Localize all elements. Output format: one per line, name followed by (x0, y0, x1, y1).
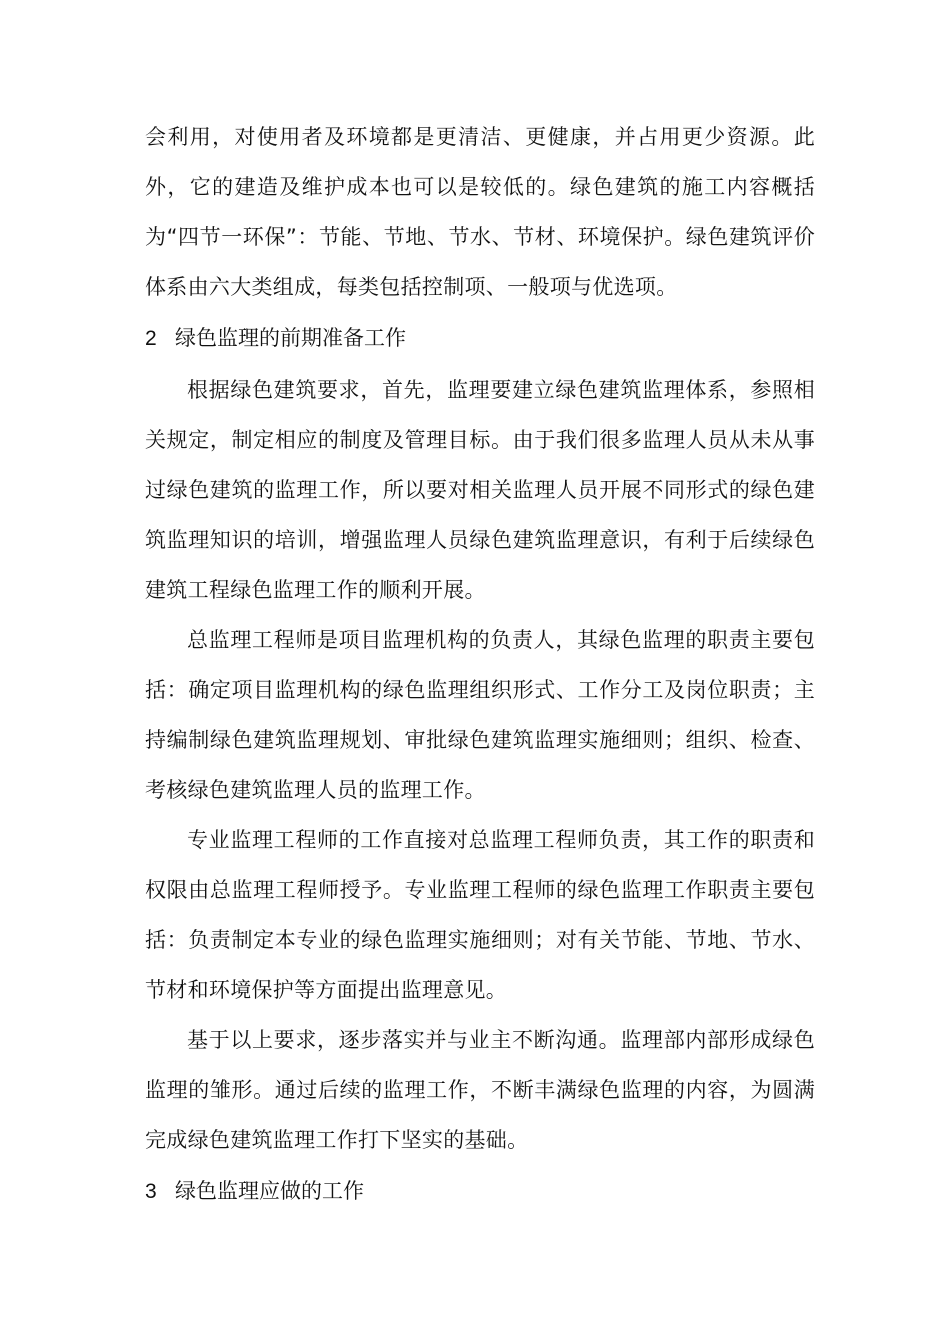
body-paragraph: 根据绿色建筑要求，首先，监理要建立绿色建筑监理体系，参照相关规定，制定相应的制度及管理目标。由于我们很多监理人员从未从事过绿色建筑的监理工作，所以要对相关监理人员开展不同形式的绿色建筑监理知识的培训，增强监理人员绿色建筑监理意识，有利于后续绿色建筑工程绿色监理工作的顺利开展。 (145, 378, 815, 602)
section-heading-2 (145, 312, 815, 365)
section-number: 3 (145, 1180, 157, 1203)
body-paragraph: 会利用，对使用者及环境都是更清洁、更健康，并占用更少资源。此外，它的建造及维护成本也可以是较低的。绿色建筑的施工内容概括为“四节一环保”：节能、节地、节水、节材、环境保护。绿色建筑评价体系由六大类组成，每类包括控制项、一般项与优选项。 (145, 125, 815, 299)
section-heading-3 (145, 1165, 815, 1218)
section-title: 绿色监理应做的工作 (175, 1179, 364, 1203)
body-paragraph: 总监理工程师是项目监理机构的负责人，其绿色监理的职责主要包括：确定项目监理机构的绿色监理组织形式、工作分工及岗位职责；主持编制绿色建筑监理规划、审批绿色建筑监理实施细则；组织、检查、考核绿色建筑监理人员的监理工作。 (145, 628, 815, 802)
body-paragraph: 基于以上要求，逐步落实并与业主不断沟通。监理部内部形成绿色监理的雏形。通过后续的监理工作，不断丰满绿色监理的内容，为圆满完成绿色建筑监理工作打下坚实的基础。 (145, 1028, 815, 1152)
body-paragraph: 专业监理工程师的工作直接对总监理工程师负责，其工作的职责和权限由总监理工程师授予。专业监理工程师的绿色监理工作职责主要包括：负责制定本专业的绿色监理实施细则；对有关节能、节地、节水、节材和环境保护等方面提出监理意见。 (145, 828, 815, 1002)
document-page (145, 112, 815, 1218)
section-number: 2 (145, 327, 157, 350)
section-title: 绿色监理的前期准备工作 (175, 326, 406, 350)
